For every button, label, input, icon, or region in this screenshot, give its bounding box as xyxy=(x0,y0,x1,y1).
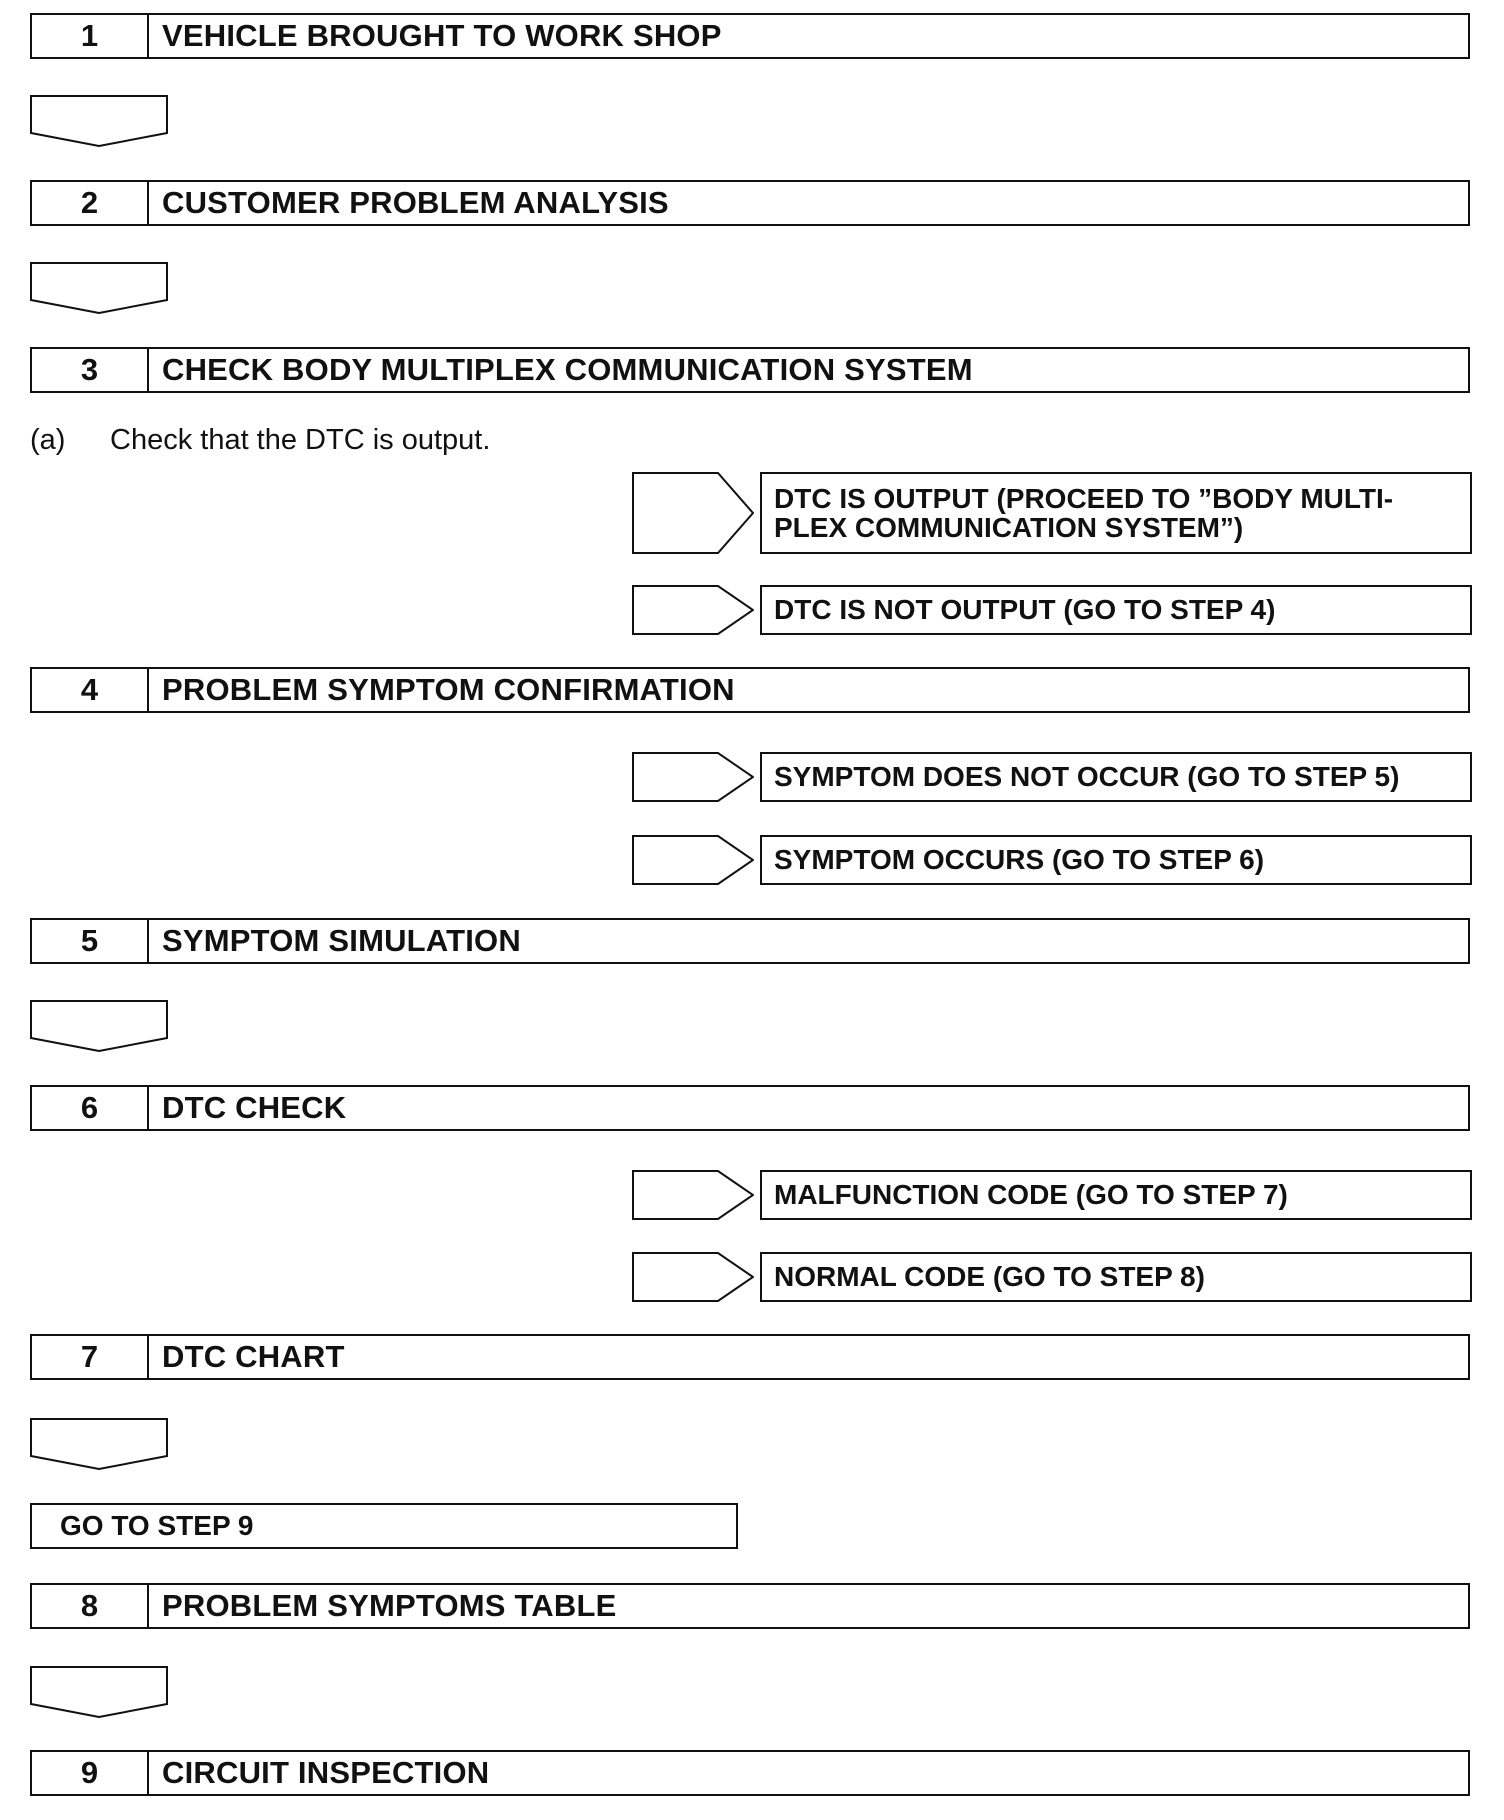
step-title: DTC CHECK xyxy=(162,1090,347,1125)
step-7-box xyxy=(30,1334,1470,1380)
step-number: 7 xyxy=(32,1336,149,1378)
right-arrow-icon xyxy=(632,472,754,554)
step-4-box xyxy=(30,667,1470,713)
step-number: 5 xyxy=(32,920,149,962)
result-symptom-occurs: SYMPTOM OCCURS (GO TO STEP 6) xyxy=(760,835,1472,885)
step-number: 8 xyxy=(32,1585,149,1627)
right-arrow-icon xyxy=(632,835,754,885)
step-9-box xyxy=(30,1750,1470,1796)
step-number: 4 xyxy=(32,669,149,711)
step-title: CUSTOMER PROBLEM ANALYSIS xyxy=(162,185,669,220)
result-malfunction-code: MALFUNCTION CODE (GO TO STEP 7) xyxy=(760,1170,1472,1220)
step-1-box xyxy=(30,13,1470,59)
result-normal-code: NORMAL CODE (GO TO STEP 8) xyxy=(760,1252,1472,1302)
down-arrow-icon xyxy=(30,1666,168,1718)
down-arrow-icon xyxy=(30,262,168,314)
result-text-line2: PLEX COMMUNICATION SYSTEM”) xyxy=(774,512,1244,543)
down-arrow-icon xyxy=(30,1418,168,1470)
step-number: 2 xyxy=(32,182,149,224)
step-title: SYMPTOM SIMULATION xyxy=(162,923,521,958)
step-8-box xyxy=(30,1583,1470,1629)
right-arrow-icon xyxy=(632,585,754,635)
step-title: DTC CHART xyxy=(162,1339,345,1374)
note-text: Check that the DTC is output. xyxy=(110,424,491,456)
right-arrow-icon xyxy=(632,1170,754,1220)
step-number: 6 xyxy=(32,1087,149,1129)
down-arrow-icon xyxy=(30,1000,168,1052)
step-title: VEHICLE BROUGHT TO WORK SHOP xyxy=(162,18,722,53)
result-symptom-not-occur: SYMPTOM DOES NOT OCCUR (GO TO STEP 5) xyxy=(760,752,1472,802)
step-title: PROBLEM SYMPTOM CONFIRMATION xyxy=(162,672,735,707)
right-arrow-icon xyxy=(632,1252,754,1302)
result-dtc-not-output: DTC IS NOT OUTPUT (GO TO STEP 4) xyxy=(760,585,1472,635)
step-3-box xyxy=(30,347,1470,393)
step-number: 1 xyxy=(32,15,149,57)
step-number: 3 xyxy=(32,349,149,391)
result-dtc-output xyxy=(760,472,1472,554)
step-5-box xyxy=(30,918,1470,964)
step-2-box xyxy=(30,180,1470,226)
step-title: PROBLEM SYMPTOMS TABLE xyxy=(162,1588,617,1623)
right-arrow-icon xyxy=(632,752,754,802)
goto-step-9-box: GO TO STEP 9 xyxy=(30,1503,738,1549)
step-3-note xyxy=(30,424,490,457)
step-title: CHECK BODY MULTIPLEX COMMUNICATION SYSTEM xyxy=(162,352,973,387)
step-title: CIRCUIT INSPECTION xyxy=(162,1755,490,1790)
step-6-box xyxy=(30,1085,1470,1131)
down-arrow-icon xyxy=(30,95,168,147)
result-text-line1: DTC IS OUTPUT (PROCEED TO ”BODY MULTI- xyxy=(774,482,1394,514)
note-marker: (a) xyxy=(30,424,66,456)
step-number: 9 xyxy=(32,1752,149,1794)
